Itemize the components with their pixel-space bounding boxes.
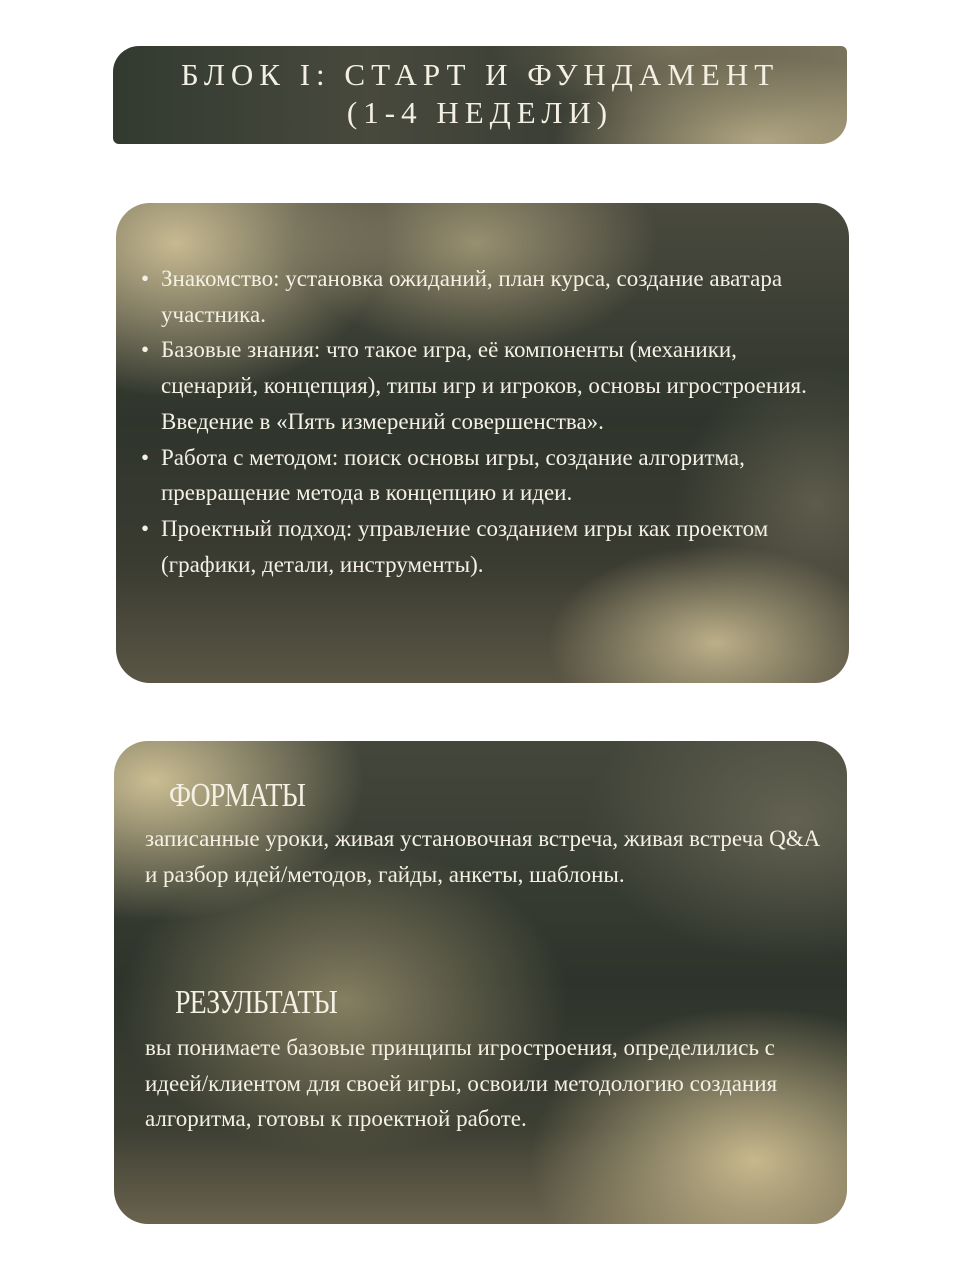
formats-heading: ФОРМАТЫ: [169, 777, 306, 814]
results-heading: РЕЗУЛЬТАТЫ: [175, 984, 338, 1021]
list-item-text: Знакомство: установка ожиданий, план курса, создание аватара участника.: [161, 266, 783, 327]
program-list: [138, 261, 819, 582]
formats-text: записанные уроки, живая установочная встреча, живая встреча Q&A и разбор идей/методов, гайды, анкеты, шаблоны.: [145, 826, 819, 887]
program-card: [116, 203, 849, 683]
block-title: БЛОК I: СТАРТ И ФУНДАМЕНТ (1-4 НЕДЕЛИ): [180, 57, 780, 130]
list-item: [138, 440, 819, 511]
list-item: [138, 511, 819, 582]
results-text: вы понимаете базовые принципы игростроения, определились с идеей/клиентом для своей игры, освоили методологию создания алгоритма, готовы к проектной работе.: [145, 1035, 778, 1132]
list-item-text: Работа с методом: поиск основы игры, создание алгоритма, превращение метода в концепцию и идеи.: [161, 444, 745, 506]
list-item: [138, 332, 819, 439]
list-item-text: Проектный подход: управление созданием игры как проектом (графики, детали, инструменты).: [161, 515, 769, 577]
block-header-banner: [113, 46, 847, 144]
list-item: [138, 261, 819, 332]
list-item-text: Базовые знания: что такое игра, её компоненты (механики, сценарий, концепция), типы игр и игроков, основы игростроения. Введение в «Пять измерений совершенства».: [161, 337, 807, 434]
bullet-icon: •: [141, 266, 150, 291]
bullet-icon: •: [141, 337, 150, 363]
bullet-icon: •: [141, 515, 150, 541]
bullet-icon: •: [141, 444, 150, 470]
formats-results-card: [114, 741, 847, 1224]
